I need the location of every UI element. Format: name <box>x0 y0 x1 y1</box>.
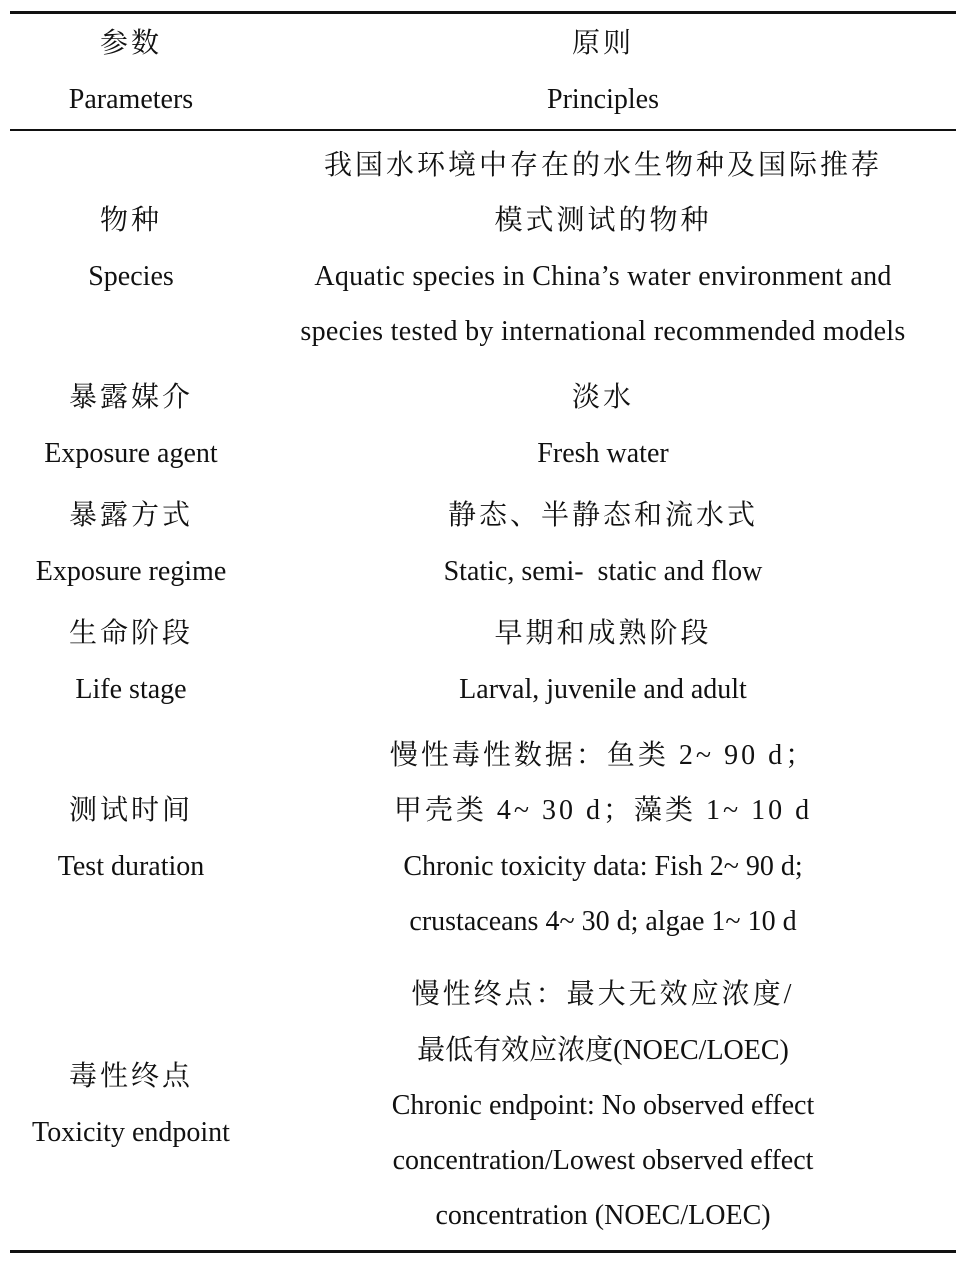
principle-line: Chronic toxicity data: Fish 2~ 90 d; <box>403 851 803 882</box>
table-bottom-rule <box>10 1250 956 1253</box>
param-cn: 生命阶段 <box>68 618 194 649</box>
principle-line: concentration (NOEC/LOEC) <box>435 1200 771 1231</box>
param-en: Exposure regime <box>35 556 227 587</box>
principle-line: Chronic endpoint: No observed effect <box>391 1090 815 1121</box>
principle-line: 静态、半静态和流水式 <box>447 500 759 531</box>
principle-line: Larval, juvenile and adult <box>459 674 747 705</box>
principle-line: 我国水环境中存在的水生物种及国际推荐 <box>323 150 883 181</box>
header-principle-en: Principles <box>547 84 659 115</box>
principle-line: 早期和成熟阶段 <box>494 618 712 649</box>
principle-line: crustaceans 4~ 30 d; algae 1~ 10 d <box>409 906 797 937</box>
principle-line: 甲壳类 4~ 30 d；藻类 1~ 10 d <box>393 795 813 826</box>
header-param-cn: 参数 <box>99 28 163 59</box>
param-en: Life stage <box>75 674 187 705</box>
table-header-rule <box>10 129 956 131</box>
principle-line: Static, semi- static and flow <box>443 556 763 587</box>
param-en: Toxicity endpoint <box>32 1117 230 1148</box>
principle-line: 最低有效应浓度(NOEC/LOEC) <box>417 1035 789 1066</box>
param-cn: 物种 <box>99 205 163 236</box>
principle-line: 模式测试的物种 <box>494 205 712 236</box>
header-principle-cn: 原则 <box>571 28 635 59</box>
principle-line: 慢性毒性数据：鱼类 2~ 90 d； <box>389 740 817 771</box>
principle-line: species tested by international recommended models <box>300 316 906 347</box>
param-en: Test duration <box>57 851 205 882</box>
param-cn: 测试时间 <box>68 795 194 826</box>
principle-line: 慢性终点：最大无效应浓度/ <box>411 979 795 1010</box>
param-cn: 暴露媒介 <box>68 382 194 413</box>
principle-line: 淡水 <box>571 382 635 413</box>
table-top-rule <box>10 11 956 14</box>
param-cn: 毒性终点 <box>68 1061 194 1092</box>
principle-line: Aquatic species in China’s water environment and <box>314 261 892 292</box>
principle-line: Fresh water <box>537 438 669 469</box>
principle-line: concentration/Lowest observed effect <box>392 1145 814 1176</box>
header-param-en: Parameters <box>68 84 194 115</box>
param-en: Species <box>88 261 174 292</box>
param-en: Exposure agent <box>44 438 218 469</box>
param-cn: 暴露方式 <box>68 500 194 531</box>
